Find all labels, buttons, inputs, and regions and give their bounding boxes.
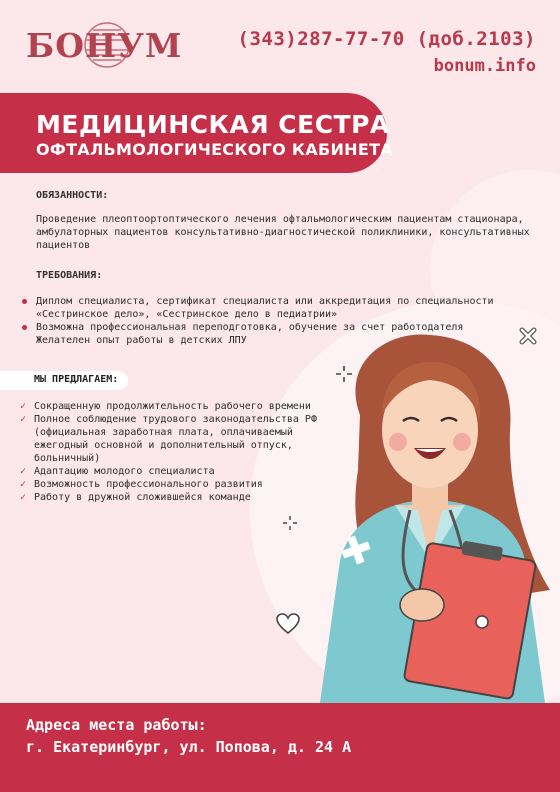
list-item (20, 465, 340, 478)
offer-text: Сокращенную продолжительность рабочего времени (34, 401, 311, 412)
offer-text: Работу в дружной сложившейся команде (34, 492, 251, 503)
list-item (20, 478, 340, 491)
duties-heading: ОБЯЗАННОСТИ: (36, 190, 109, 201)
bullet-dot-icon (22, 299, 27, 304)
page-title: МЕДИЦИНСКАЯ СЕСТРА (36, 110, 390, 139)
nurse-illustration-icon (300, 320, 560, 703)
offer-text: Адаптацию молодого специалиста (34, 466, 215, 477)
duties-text: Проведение плеоптоортоптического лечения офтальмологическим пациентам стационара, амбулаторных пациентов консультативно-диагностической поликлиники, консультативных пациентов (36, 214, 530, 251)
check-icon: ✓ (20, 492, 27, 503)
website-link[interactable]: bonum.info (433, 56, 536, 76)
check-icon: ✓ (20, 466, 27, 477)
bullet-dot-icon (22, 325, 27, 330)
requirement-text: Возможна профессиональная переподготовка, обучение за счет работодателя (36, 322, 464, 333)
address-label: Адреса места работы: (26, 716, 207, 734)
heart-icon (275, 612, 301, 636)
requirement-text: Диплом специалиста, сертификат специалиста или аккредитация по специальности «Сестринское дело», «Сестринское дело в педиатрии» (36, 296, 494, 320)
phone-number[interactable]: (343)287-77-70 (доб.2103) (237, 28, 536, 50)
list-item (20, 400, 340, 413)
check-icon: ✓ (20, 401, 27, 412)
offer-text: Возможность профессионального развития (34, 479, 263, 490)
list-item (20, 491, 340, 504)
check-icon: ✓ (20, 479, 27, 490)
requirement-text: Желателен опыт работы в детских ЛПУ (36, 335, 247, 346)
requirements-heading: ТРЕБОВАНИЯ: (36, 270, 103, 281)
sparkle-icon (281, 514, 299, 532)
offer-heading: МЫ ПРЕДЛАГАЕМ: (34, 374, 119, 385)
logo-text: БОНУМ (26, 26, 183, 65)
offer-text: Полное соблюдение трудового законодательства РФ (официальная заработная плата, оплачиваемый ежегодный основной и дополнительный отпуск, больничный) (34, 414, 317, 464)
list-item (20, 413, 340, 465)
list-item (22, 295, 532, 321)
page-subtitle: ОФТАЛЬМОЛОГИЧЕСКОГО КАБИНЕТА (36, 140, 393, 159)
check-icon: ✓ (20, 414, 27, 425)
address-value: г. Екатеринбург, ул. Попова, д. 24 А (26, 738, 352, 756)
offer-list (20, 400, 340, 504)
